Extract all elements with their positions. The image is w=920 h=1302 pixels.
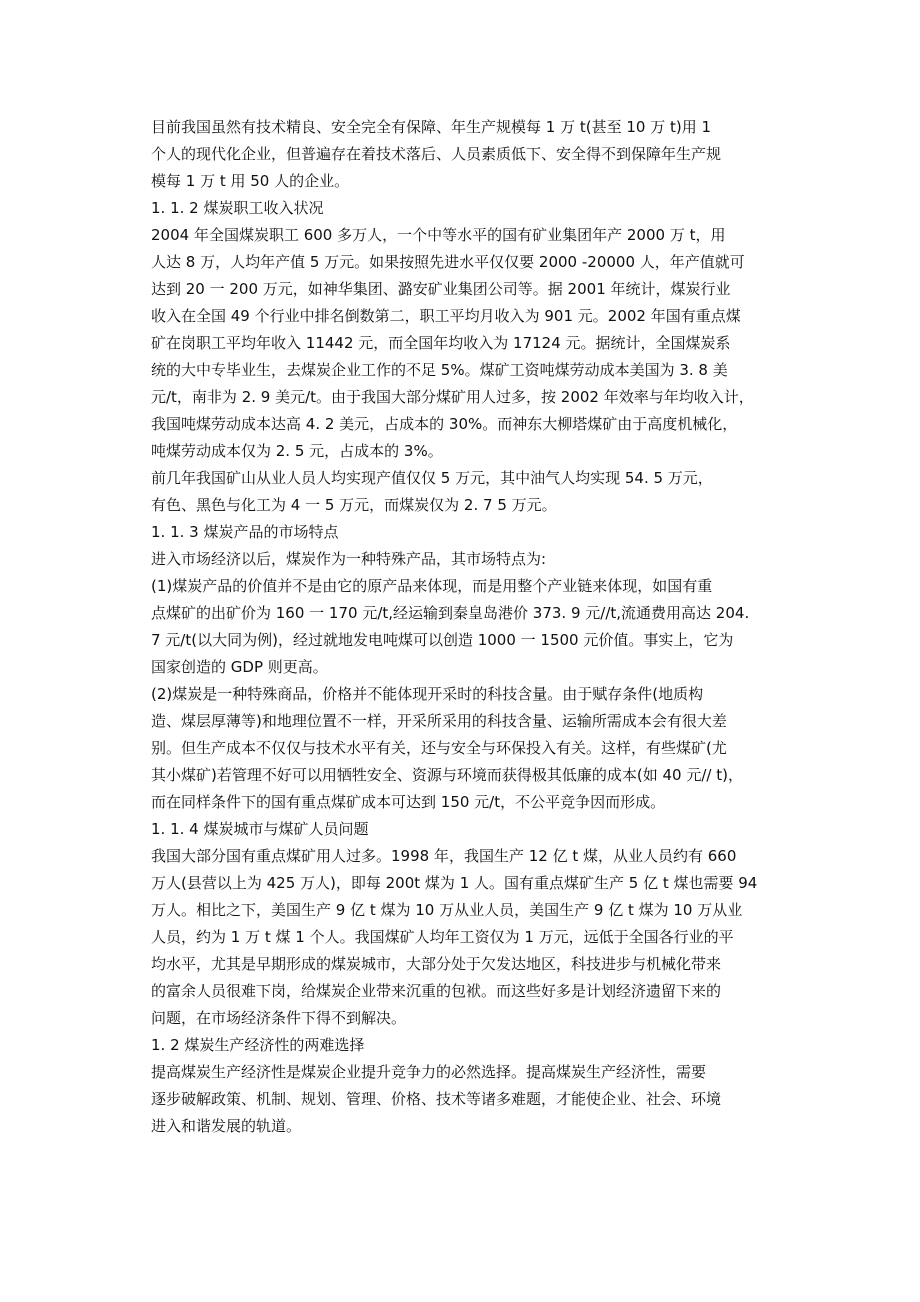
- text-line: 点煤矿的出矿价为 160 一 170 元/t,经运输到秦皇岛港价 373. 9 元//t,流通费用高达 204.: [151, 604, 750, 622]
- paragraph-economics: [151, 1059, 773, 1140]
- text-line: 别。但生产成本不仅仅与技术水平有关，还与安全与环保投入有关。这样，有些煤矿(尤: [151, 739, 727, 757]
- paragraph-market-point-2: [151, 681, 773, 816]
- paragraph-income: [151, 222, 773, 465]
- paragraph-intro: [151, 114, 773, 195]
- document-body: [151, 114, 773, 1140]
- text-line: 目前我国虽然有技术精良、安全完全有保障、年生产规模每 1 万 t(甚至 10 万 t)用 1: [151, 118, 712, 136]
- section-heading-1-1-4: 1. 1. 4 煤炭城市与煤矿人员问题: [151, 820, 369, 838]
- text-line: 达到 20 一 200 万元，如神华集团、潞安矿业集团公司等。据 2001 年统计，煤炭行业: [151, 280, 731, 298]
- text-line: 统的大中专毕业生，去煤炭企业工作的不足 5%。煤矿工资吨煤劳动成本美国为 3. 8 美: [151, 361, 728, 379]
- text-line: 造、煤层厚薄等)和地理位置不一样，开采所采用的科技含量、运输所需成本会有很大差: [151, 712, 727, 730]
- text-line: 矿在岗职工平均年收入 11442 元，而全国年均收入为 17124 元。据统计，全国煤炭系: [151, 334, 731, 352]
- text-line: 我国大部分国有重点煤矿用人过多。1998 年，我国生产 12 亿 t 煤，从业人员约有 660: [151, 847, 737, 865]
- text-line: 收入在全国 49 个行业中排名倒数第二，职工平均月收入为 901 元。2002 年国有重点煤: [151, 307, 741, 325]
- text-line: 问题，在市场经济条件下得不到解决。: [151, 1009, 407, 1027]
- text-line: 逐步破解政策、机制、规划、管理、价格、技术等诸多难题，才能使企业、社会、环境: [151, 1090, 722, 1108]
- text-line: 人员，约为 1 万 t 煤 1 个人。我国煤矿人均年工资仅为 1 万元，远低于全国各行业的平: [151, 928, 734, 946]
- text-line: 吨煤劳动成本仅为 2. 5 元，占成本的 3%。: [151, 442, 443, 460]
- text-line: 提高煤炭生产经济性是煤炭企业提升竞争力的必然选择。提高煤炭生产经济性，需要: [151, 1063, 707, 1081]
- text-line: 7 元/t(以大同为例)，经过就地发电吨煤可以创造 1000 一 1500 元价值。事实上，它为: [151, 631, 734, 649]
- text-line: 我国吨煤劳动成本达高 4. 2 美元，占成本的 30%。而神东大柳塔煤矿由于高度机械化，: [151, 415, 738, 433]
- text-line: 均水平，尤其是早期形成的煤炭城市，大部分处于欠发达地区，科技进步与机械化带来: [151, 955, 722, 973]
- section-heading-1-1-3: 1. 1. 3 煤炭产品的市场特点: [151, 523, 339, 541]
- text-line: 万人。相比之下，美国生产 9 亿 t 煤为 10 万从业人员，美国生产 9 亿 t 煤为 10 万从业: [151, 901, 743, 919]
- section-heading-1-1-2: 1. 1. 2 煤炭职工收入状况: [151, 199, 324, 217]
- text-line: 前几年我国矿山从业人员人均实现产值仅仅 5 万元，其中油气人均实现 54. 5 万元，: [151, 469, 713, 487]
- text-line: 进入和谐发展的轨道。: [151, 1117, 302, 1135]
- text-line: (1)煤炭产品的价值并不是由它的原产品来体现，而是用整个产业链来体现，如国有重: [151, 577, 713, 595]
- text-line: 人达 8 万，人均年产值 5 万元。如果按照先进水平仅仅要 2000 -20000 人，年产值就可: [151, 253, 745, 271]
- section-heading-1-2: 1. 2 煤炭生产经济性的两难选择: [151, 1036, 365, 1054]
- text-line: 有色、黑色与化工为 4 一 5 万元，而煤炭仅为 2. 7 5 万元。: [151, 496, 557, 514]
- paragraph-market-intro: [151, 546, 773, 573]
- paragraph-output-value: [151, 465, 773, 519]
- paragraph-market-point-1: [151, 573, 773, 681]
- text-line: 其小煤矿)若管理不好可以用牺牲安全、资源与环境而获得极其低廉的成本(如 40 元// t)，: [151, 766, 743, 784]
- text-line: 元/t，南非为 2. 9 美元/t。由于我国大部分煤矿用人过多，按 2002 年效率与年均收入计，: [151, 388, 754, 406]
- text-line: 2004 年全国煤炭职工 600 多万人，一个中等水平的国有矿业集团年产 2000 万 t，用: [151, 226, 726, 244]
- text-line: 万人(县营以上为 425 万人)，即每 200t 煤为 1 人。国有重点煤矿生产 5 亿 t 煤也需要 94: [151, 874, 758, 892]
- paragraph-coal-city: [151, 843, 773, 1032]
- text-line: 个人的现代化企业，但普遍存在着技术落后、人员素质低下、安全得不到保障年生产规: [151, 145, 722, 163]
- text-line: 进入市场经济以后，煤炭作为一种特殊产品，其市场特点为:: [151, 550, 547, 568]
- text-line: (2)煤炭是一种特殊商品，价格并不能体现开采时的科技含量。由于赋存条件(地质构: [151, 685, 704, 703]
- text-line: 的富余人员很难下岗，给煤炭企业带来沉重的包袱。而这些好多是计划经济遗留下来的: [151, 982, 722, 1000]
- text-line: 国家创造的 GDP 则更高。: [151, 658, 328, 676]
- text-line: 模每 1 万 t 用 50 人的企业。: [151, 172, 350, 190]
- text-line: 而在同样条件下的国有重点煤矿成本可达到 150 元/t，不公平竞争因而形成。: [151, 793, 666, 811]
